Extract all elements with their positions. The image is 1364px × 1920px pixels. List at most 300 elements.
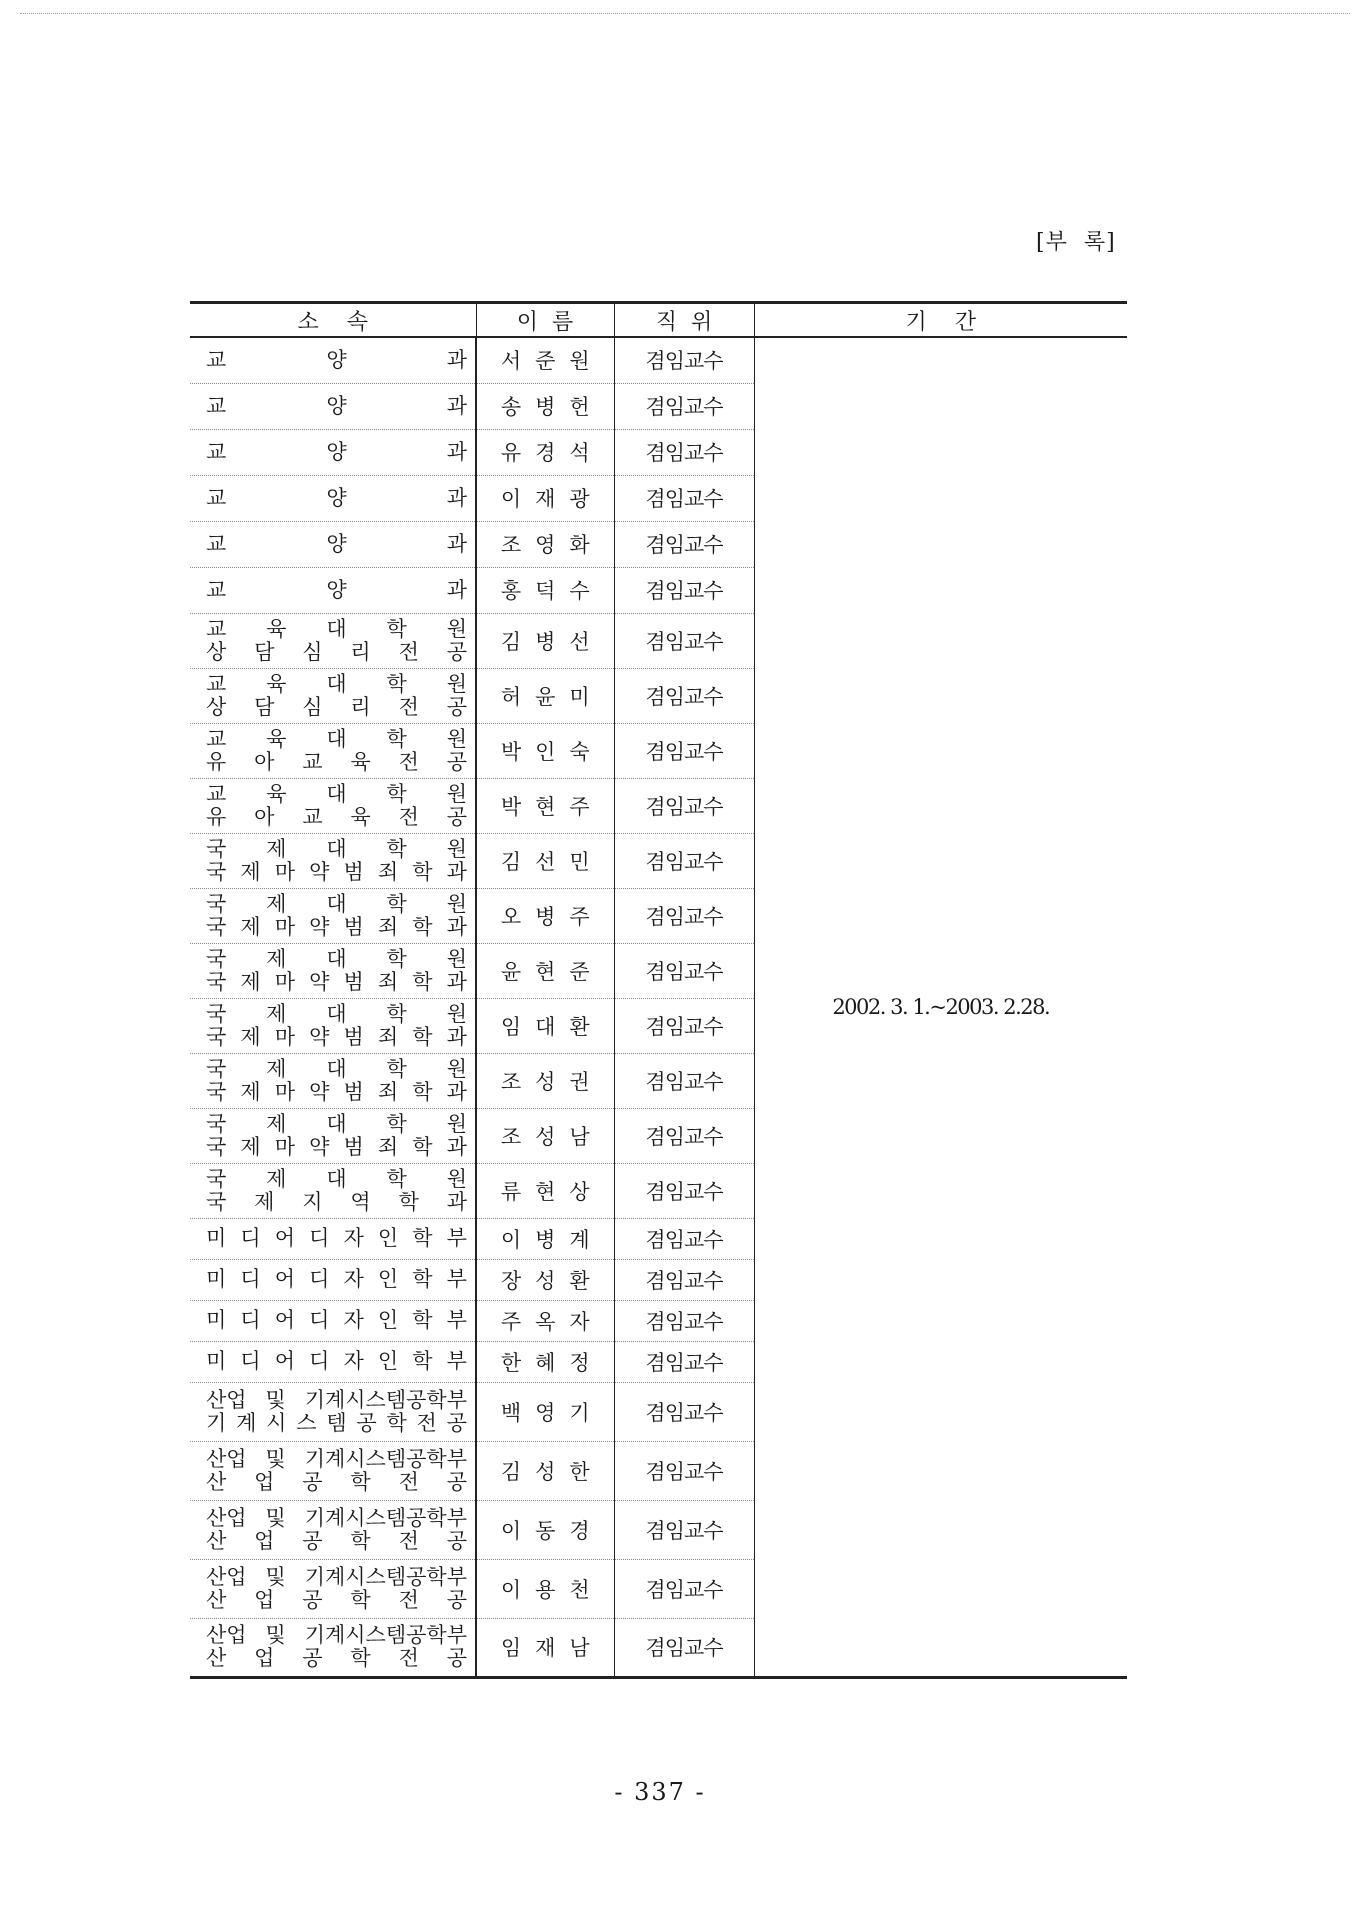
affiliation-char: 제 xyxy=(266,891,287,916)
affiliation-char: 산업 xyxy=(206,1505,247,1530)
affiliation-subline xyxy=(206,1412,467,1435)
affiliation-char: 심 xyxy=(302,694,323,719)
affiliation-char: 공 xyxy=(302,1646,323,1670)
affiliation-cell xyxy=(190,567,476,613)
affiliation-char: 죄 xyxy=(377,859,399,884)
affiliation-char: 학 xyxy=(386,1001,407,1026)
affiliation-char: 대 xyxy=(326,836,347,861)
name-cell: 주옥자 xyxy=(476,1300,614,1341)
affiliation-subline xyxy=(206,641,467,664)
affiliation-subline xyxy=(206,696,467,719)
affiliation-char: 대 xyxy=(326,891,347,916)
affiliation-cell xyxy=(190,521,476,567)
affiliation-char: 상 xyxy=(206,639,227,664)
affiliation-char: 약 xyxy=(309,969,330,994)
affiliation-line xyxy=(206,1389,467,1412)
affiliation-char: 산업 xyxy=(206,1446,247,1471)
affiliation-cell xyxy=(190,429,476,475)
affiliation-char: 및 xyxy=(265,1564,286,1589)
position-cell: 겸임교수 xyxy=(614,1382,754,1441)
affiliation-char: 약 xyxy=(309,859,330,884)
affiliation-subline xyxy=(206,1589,467,1612)
affiliation-char: 학 xyxy=(386,1166,407,1191)
affiliation-char: 제 xyxy=(240,914,261,939)
affiliation-cell xyxy=(190,1382,476,1441)
affiliation-cell xyxy=(190,337,476,383)
position-cell: 겸임교수 xyxy=(614,1441,754,1500)
affiliation-char: 제 xyxy=(240,1024,261,1049)
affiliation-subline xyxy=(206,1081,467,1104)
affiliation-char: 어 xyxy=(274,1226,296,1250)
affiliation-char: 양 xyxy=(326,347,347,372)
column-header-position: 직 위 xyxy=(614,303,754,338)
affiliation-line xyxy=(206,579,467,602)
affiliation-char: 아 xyxy=(254,749,275,774)
affiliation-cell xyxy=(190,613,476,668)
affiliation-char: 원 xyxy=(446,946,467,971)
position-cell: 겸임교수 xyxy=(614,613,754,668)
position-cell: 겸임교수 xyxy=(614,943,754,998)
affiliation-char: 국 xyxy=(206,1024,227,1049)
affiliation-char: 어 xyxy=(274,1349,296,1373)
name-cell: 이동경 xyxy=(476,1500,614,1559)
position-cell: 겸임교수 xyxy=(614,337,754,383)
affiliation-char: 제 xyxy=(240,859,261,884)
affiliation-char: 기계시스템공학부 xyxy=(304,1564,467,1589)
affiliation-char: 부 xyxy=(446,1226,467,1250)
affiliation-subline xyxy=(206,1647,467,1670)
name-cell: 허윤미 xyxy=(476,668,614,723)
affiliation-subline xyxy=(206,971,467,994)
affiliation-char: 약 xyxy=(309,1134,330,1159)
affiliation-char: 역 xyxy=(350,1189,371,1214)
affiliation-char: 범 xyxy=(343,1024,364,1049)
affiliation-char: 국 xyxy=(206,946,227,971)
affiliation-char: 자 xyxy=(343,1226,364,1250)
affiliation-char: 학 xyxy=(412,859,433,884)
name-cell: 윤현준 xyxy=(476,943,614,998)
affiliation-cell xyxy=(190,833,476,888)
affiliation-char: 원 xyxy=(446,726,467,751)
affiliation-char: 제 xyxy=(266,1056,287,1081)
affiliation-cell xyxy=(190,668,476,723)
affiliation-char: 학 xyxy=(412,1226,433,1250)
affiliation-char: 과 xyxy=(446,969,467,994)
affiliation-char: 마 xyxy=(274,1024,296,1049)
affiliation-line xyxy=(206,1003,467,1026)
affiliation-char: 학 xyxy=(350,1587,371,1612)
affiliation-cell xyxy=(190,1108,476,1163)
affiliation-char: 교 xyxy=(302,804,323,829)
affiliation-char: 국 xyxy=(206,914,227,939)
affiliation-char: 육 xyxy=(266,616,287,641)
position-cell: 겸임교수 xyxy=(614,833,754,888)
affiliation-char: 담 xyxy=(254,639,275,664)
position-cell: 겸임교수 xyxy=(614,1163,754,1218)
affiliation-char: 자 xyxy=(343,1349,364,1373)
affiliation-char: 원 xyxy=(446,891,467,916)
affiliation-char: 대 xyxy=(326,726,347,751)
affiliation-char: 국 xyxy=(206,891,227,916)
affiliation-char: 학 xyxy=(386,891,407,916)
affiliation-char: 육 xyxy=(266,781,287,806)
column-header-name: 이 름 xyxy=(476,303,614,338)
affiliation-char: 국 xyxy=(206,1001,227,1026)
position-cell: 겸임교수 xyxy=(614,383,754,429)
affiliation-char: 산 xyxy=(206,1587,227,1612)
affiliation-char: 어 xyxy=(274,1308,296,1332)
affiliation-char: 과 xyxy=(446,914,467,939)
affiliation-char: 산 xyxy=(206,1528,227,1553)
name-cell: 송병헌 xyxy=(476,383,614,429)
name-cell: 장성환 xyxy=(476,1259,614,1300)
affiliation-cell xyxy=(190,1218,476,1259)
affiliation-char: 기계시스템공학부 xyxy=(304,1505,467,1530)
affiliation-char: 국 xyxy=(206,1056,227,1081)
affiliation-char: 학 xyxy=(412,1024,433,1049)
affiliation-char: 산 xyxy=(206,1646,227,1670)
affiliation-char: 학 xyxy=(386,1056,407,1081)
affiliation-char: 공 xyxy=(446,1587,467,1612)
affiliation-char: 양 xyxy=(326,393,347,418)
affiliation-char: 과 xyxy=(446,347,467,372)
affiliation-line xyxy=(206,838,467,861)
name-cell: 서준원 xyxy=(476,337,614,383)
affiliation-char: 디 xyxy=(240,1349,261,1373)
affiliation-char: 산업 xyxy=(206,1387,247,1412)
affiliation-char: 죄 xyxy=(377,1079,399,1104)
affiliation-char: 전 xyxy=(398,1587,419,1612)
affiliation-char: 과 xyxy=(446,859,467,884)
affiliation-char: 제 xyxy=(240,1079,261,1104)
page-number: - 337 - xyxy=(614,1778,706,1806)
affiliation-char: 업 xyxy=(254,1469,275,1494)
affiliation-char: 업 xyxy=(254,1646,275,1670)
affiliation-char: 제 xyxy=(266,1001,287,1026)
affiliation-char: 디 xyxy=(309,1267,330,1291)
affiliation-char: 미 xyxy=(206,1308,227,1332)
affiliation-char: 제 xyxy=(266,836,287,861)
table-row xyxy=(190,337,1127,383)
affiliation-char: 약 xyxy=(309,914,330,939)
affiliation-line xyxy=(206,1350,467,1373)
affiliation-char: 교 xyxy=(206,439,227,464)
affiliation-char: 국 xyxy=(206,1166,227,1191)
affiliation-line xyxy=(206,533,467,556)
affiliation-char: 담 xyxy=(254,694,275,719)
affiliation-char: 대 xyxy=(326,1001,347,1026)
position-cell: 겸임교수 xyxy=(614,475,754,521)
position-cell: 겸임교수 xyxy=(614,668,754,723)
affiliation-char: 양 xyxy=(326,485,347,510)
affiliation-char: 과 xyxy=(446,577,467,602)
affiliation-char: 마 xyxy=(274,969,296,994)
name-cell: 조성남 xyxy=(476,1108,614,1163)
affiliation-line xyxy=(206,673,467,696)
affiliation-char: 산 xyxy=(206,1469,227,1494)
affiliation-char: 국 xyxy=(206,1134,227,1159)
affiliation-char: 육 xyxy=(266,671,287,696)
affiliation-char: 학 xyxy=(412,914,433,939)
affiliation-char: 아 xyxy=(254,804,275,829)
column-header-affiliation: 소 속 xyxy=(190,303,476,338)
affiliation-line xyxy=(206,1227,467,1250)
affiliation-char: 및 xyxy=(265,1505,286,1530)
affiliation-char: 인 xyxy=(377,1267,399,1291)
column-header-period: 기 간 xyxy=(754,303,1127,338)
affiliation-char: 어 xyxy=(274,1267,296,1291)
affiliation-char: 양 xyxy=(326,439,347,464)
affiliation-char: 전 xyxy=(398,639,419,664)
affiliation-char: 원 xyxy=(446,1166,467,1191)
affiliation-char: 약 xyxy=(309,1079,330,1104)
affiliation-char: 미 xyxy=(206,1226,227,1250)
affiliation-char: 원 xyxy=(446,836,467,861)
affiliation-char: 전 xyxy=(398,694,419,719)
affiliation-char: 디 xyxy=(309,1308,330,1332)
affiliation-char: 원 xyxy=(446,1111,467,1136)
affiliation-char: 디 xyxy=(240,1308,261,1332)
affiliation-line xyxy=(206,948,467,971)
affiliation-char: 공 xyxy=(446,1528,467,1553)
affiliation-char: 시 xyxy=(266,1410,287,1435)
affiliation-char: 교 xyxy=(302,749,323,774)
position-cell: 겸임교수 xyxy=(614,1559,754,1618)
name-cell: 유경석 xyxy=(476,429,614,475)
affiliation-char: 상 xyxy=(206,694,227,719)
affiliation-char: 학 xyxy=(386,671,407,696)
affiliation-char: 교 xyxy=(206,726,227,751)
affiliation-char: 기 xyxy=(206,1410,227,1435)
affiliation-char: 교 xyxy=(206,781,227,806)
affiliation-char: 전 xyxy=(398,804,419,829)
affiliation-char: 심 xyxy=(302,639,323,664)
affiliation-char: 학 xyxy=(412,1134,433,1159)
affiliation-cell xyxy=(190,943,476,998)
affiliation-char: 전 xyxy=(398,1469,419,1494)
affiliation-char: 학 xyxy=(386,616,407,641)
position-cell: 겸임교수 xyxy=(614,1218,754,1259)
affiliation-char: 학 xyxy=(412,969,433,994)
affiliation-cell xyxy=(190,1259,476,1300)
affiliation-char: 미 xyxy=(206,1267,227,1291)
affiliation-line xyxy=(206,395,467,418)
affiliation-char: 공 xyxy=(446,1646,467,1670)
affiliation-char: 교 xyxy=(206,393,227,418)
affiliation-char: 국 xyxy=(206,1189,227,1214)
affiliation-line xyxy=(206,1168,467,1191)
affiliation-cell xyxy=(190,778,476,833)
affiliation-line xyxy=(206,1113,467,1136)
affiliation-char: 대 xyxy=(326,1111,347,1136)
affiliation-cell xyxy=(190,723,476,778)
affiliation-char: 마 xyxy=(274,1079,296,1104)
table-body xyxy=(190,337,1127,1677)
affiliation-char: 죄 xyxy=(377,969,399,994)
affiliation-char: 스 xyxy=(296,1410,317,1435)
affiliation-char: 학 xyxy=(386,1410,407,1435)
position-cell: 겸임교수 xyxy=(614,778,754,833)
affiliation-char: 제 xyxy=(266,1111,287,1136)
affiliation-char: 리 xyxy=(350,694,371,719)
affiliation-char: 및 xyxy=(265,1623,286,1647)
affiliation-cell xyxy=(190,1441,476,1500)
affiliation-char: 학 xyxy=(386,1111,407,1136)
affiliation-char: 업 xyxy=(254,1528,275,1553)
affiliation-line xyxy=(206,783,467,806)
table-header-row xyxy=(190,303,1127,338)
name-cell: 박현주 xyxy=(476,778,614,833)
affiliation-char: 기계시스템공학부 xyxy=(304,1446,467,1471)
affiliation-char: 인 xyxy=(377,1349,399,1373)
name-cell: 임재남 xyxy=(476,1618,614,1677)
affiliation-line xyxy=(206,1058,467,1081)
affiliation-char: 전 xyxy=(416,1410,437,1435)
affiliation-subline xyxy=(206,1026,467,1049)
affiliation-char: 대 xyxy=(326,1056,347,1081)
affiliation-char: 죄 xyxy=(377,1134,399,1159)
affiliation-char: 국 xyxy=(206,1079,227,1104)
position-cell: 겸임교수 xyxy=(614,723,754,778)
affiliation-char: 마 xyxy=(274,859,296,884)
affiliation-char: 과 xyxy=(446,1134,467,1159)
affiliation-subline xyxy=(206,1471,467,1494)
name-cell: 류현상 xyxy=(476,1163,614,1218)
affiliation-char: 과 xyxy=(446,393,467,418)
affiliation-line xyxy=(206,1268,467,1291)
affiliation-char: 원 xyxy=(446,616,467,641)
affiliation-subline xyxy=(206,751,467,774)
affiliation-char: 마 xyxy=(274,914,296,939)
affiliation-char: 계 xyxy=(236,1410,257,1435)
affiliation-cell xyxy=(190,888,476,943)
affiliation-char: 원 xyxy=(446,671,467,696)
affiliation-char: 학 xyxy=(386,836,407,861)
affiliation-char: 국 xyxy=(206,1111,227,1136)
name-cell: 오병주 xyxy=(476,888,614,943)
affiliation-cell xyxy=(190,1053,476,1108)
affiliation-char: 교 xyxy=(206,616,227,641)
affiliation-char: 교 xyxy=(206,485,227,510)
affiliation-subline xyxy=(206,861,467,884)
position-cell: 겸임교수 xyxy=(614,1300,754,1341)
affiliation-char: 원 xyxy=(446,1001,467,1026)
affiliation-char: 산업 xyxy=(206,1623,247,1647)
affiliation-subline xyxy=(206,1191,467,1214)
affiliation-cell xyxy=(190,1341,476,1382)
affiliation-char: 범 xyxy=(343,1134,364,1159)
affiliation-char: 원 xyxy=(446,781,467,806)
affiliation-char: 인 xyxy=(377,1226,399,1250)
affiliation-char: 기계시스템공학부 xyxy=(304,1623,467,1647)
affiliation-char: 및 xyxy=(265,1387,286,1412)
affiliation-char: 학 xyxy=(412,1308,433,1332)
affiliation-char: 공 xyxy=(356,1410,377,1435)
affiliation-line xyxy=(206,1309,467,1332)
affiliation-cell xyxy=(190,1163,476,1218)
affiliation-cell xyxy=(190,1300,476,1341)
affiliation-char: 공 xyxy=(446,639,467,664)
affiliation-char: 리 xyxy=(350,639,371,664)
affiliation-char: 공 xyxy=(446,804,467,829)
affiliation-char: 자 xyxy=(343,1267,364,1291)
affiliation-char: 학 xyxy=(386,946,407,971)
position-cell: 겸임교수 xyxy=(614,567,754,613)
affiliation-char: 전 xyxy=(398,749,419,774)
affiliation-char: 대 xyxy=(326,946,347,971)
position-cell: 겸임교수 xyxy=(614,888,754,943)
affiliation-char: 템 xyxy=(326,1410,347,1435)
position-cell: 겸임교수 xyxy=(614,1053,754,1108)
position-cell: 겸임교수 xyxy=(614,1618,754,1677)
affiliation-cell xyxy=(190,475,476,521)
affiliation-char: 제 xyxy=(266,1166,287,1191)
affiliation-char: 디 xyxy=(309,1226,330,1250)
affiliation-char: 육 xyxy=(350,749,371,774)
affiliation-char: 공 xyxy=(446,749,467,774)
position-cell: 겸임교수 xyxy=(614,1108,754,1163)
affiliation-char: 유 xyxy=(206,804,227,829)
affiliation-line xyxy=(206,487,467,510)
affiliation-char: 학 xyxy=(350,1646,371,1670)
affiliation-line xyxy=(206,893,467,916)
affiliation-cell xyxy=(190,1559,476,1618)
affiliation-line xyxy=(206,441,467,464)
position-cell: 겸임교수 xyxy=(614,998,754,1053)
affiliation-char: 자 xyxy=(343,1308,364,1332)
affiliation-char: 미 xyxy=(206,1349,227,1373)
affiliation-char: 학 xyxy=(412,1079,433,1104)
affiliation-char: 과 xyxy=(446,439,467,464)
affiliation-char: 국 xyxy=(206,969,227,994)
affiliation-char: 디 xyxy=(309,1349,330,1373)
affiliation-char: 공 xyxy=(446,1410,467,1435)
name-cell: 김병선 xyxy=(476,613,614,668)
position-cell: 겸임교수 xyxy=(614,521,754,567)
affiliation-char: 대 xyxy=(326,671,347,696)
affiliation-char: 업 xyxy=(254,1587,275,1612)
affiliation-line xyxy=(206,1448,467,1471)
affiliation-cell xyxy=(190,998,476,1053)
affiliation-char: 제 xyxy=(240,1134,261,1159)
affiliation-char: 지 xyxy=(302,1189,323,1214)
affiliation-char: 학 xyxy=(350,1528,371,1553)
affiliation-char: 교 xyxy=(206,531,227,556)
affiliation-char: 양 xyxy=(326,531,347,556)
affiliation-char: 공 xyxy=(302,1469,323,1494)
name-cell: 한혜정 xyxy=(476,1341,614,1382)
affiliation-char: 산업 xyxy=(206,1564,247,1589)
affiliation-char: 공 xyxy=(302,1587,323,1612)
affiliation-subline xyxy=(206,1530,467,1553)
affiliation-char: 학 xyxy=(386,781,407,806)
faculty-table xyxy=(190,301,1127,1679)
affiliation-char: 공 xyxy=(446,1469,467,1494)
section-label: [부 록] xyxy=(1036,230,1116,255)
name-cell: 이병계 xyxy=(476,1218,614,1259)
affiliation-line xyxy=(206,349,467,372)
affiliation-char: 마 xyxy=(274,1134,296,1159)
affiliation-char: 인 xyxy=(377,1308,399,1332)
affiliation-char: 제 xyxy=(266,946,287,971)
affiliation-cell xyxy=(190,1500,476,1559)
name-cell: 박인숙 xyxy=(476,723,614,778)
affiliation-line xyxy=(206,1507,467,1530)
affiliation-char: 전 xyxy=(398,1646,419,1670)
affiliation-line xyxy=(206,728,467,751)
affiliation-line xyxy=(206,1624,467,1647)
period-cell: 2002. 3. 1.~2003. 2.28. xyxy=(754,337,1127,1677)
